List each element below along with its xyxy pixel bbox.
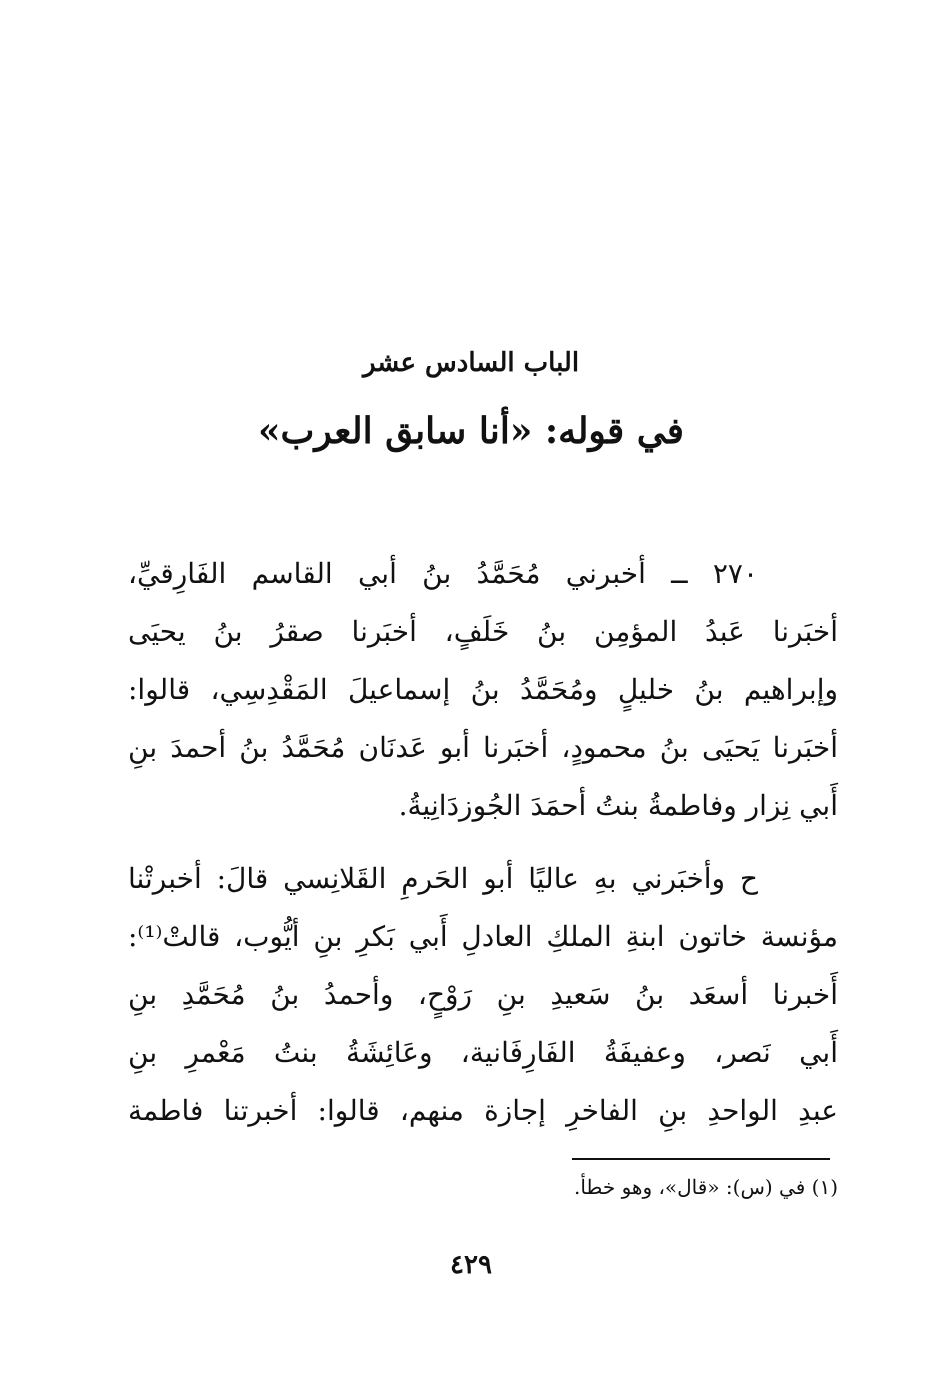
text-line: ٢٧٠ ــ أخبرني مُحَمَّدُ بنُ أبي القاسم الفَارِقيِّ،	[128, 557, 758, 590]
footnote: (١) في (س): «قال»، وهو خطأ.	[573, 1175, 838, 1199]
text-line: مؤنسة خاتون ابنةِ الملكِ العادلِ أَبي بَكرِ بنِ أيُّوب، قالتْ⁽¹⁾:	[128, 920, 838, 953]
text-line: أَبي نَصر، وعفيفَةُ الفَارِفَانية، وعَائِشَةُ بنتُ مَعْمرِ بنِ	[128, 1036, 838, 1069]
chapter-label: الباب السادس عشر	[362, 348, 580, 378]
text-line: أَخبرنا أسعَد بنُ سَعيدِ بنِ رَوْحٍ، وأحمدُ بنُ مُحَمَّدِ بنِ	[128, 978, 838, 1011]
chapter-title: في قوله: «أنا سابق العرب»	[258, 410, 684, 452]
text-line: وإبراهيم بنُ خليلٍ ومُحَمَّدُ بنُ إسماعيلَ المَقْدِسِي، قالوا:	[128, 673, 838, 706]
footnote-divider	[572, 1158, 830, 1160]
paragraph-continuation	[128, 850, 838, 1140]
text-line: أخبَرنا عَبدُ المؤمِن بنُ خَلَفٍ، أخبَرنا صقرُ بنُ يحيَى	[128, 615, 838, 648]
page-number: ٤٢٩	[450, 1250, 492, 1280]
text-line: أَبي نِزار وفاطمةُ بنتُ أحمَدَ الجُوزدَانِيةُ.	[398, 789, 838, 822]
text-line: عبدِ الواحدِ بنِ الفاخرِ إجازة منهم، قالوا: أخبرتنا فاطمة	[128, 1094, 838, 1127]
paragraph-270	[128, 545, 838, 835]
text-line: ح وأخبَرني بهِ عاليًا أبو الحَرمِ القَلانِسي قالَ: أخبرتْنا	[128, 862, 758, 895]
text-line: أخبَرنا يَحيَى بنُ محمودٍ، أخبَرنا أبو عَدنَان مُحَمَّدُ بنُ أحمدَ بنِ	[128, 731, 838, 764]
